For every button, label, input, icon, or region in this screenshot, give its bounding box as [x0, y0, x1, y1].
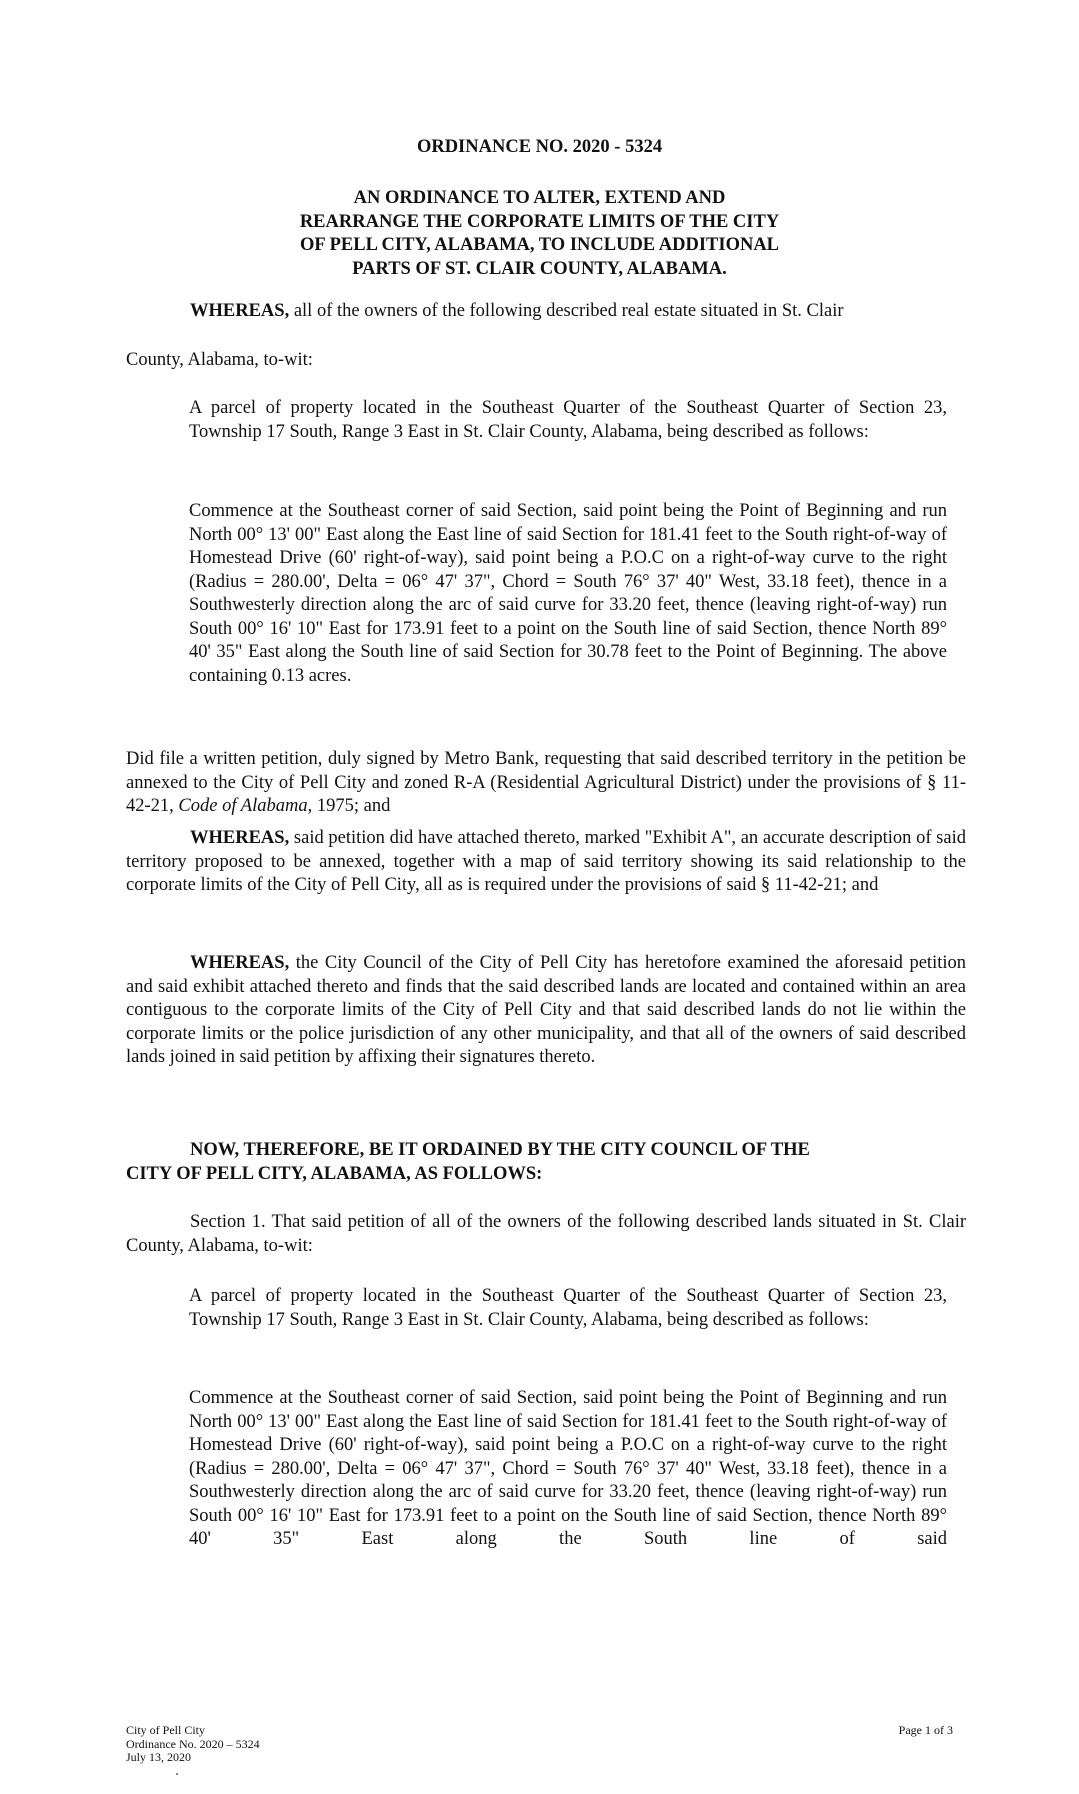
scan-speck [176, 1773, 178, 1775]
page-number: Page 1 of 3 [898, 1723, 953, 1737]
footer-date: July 13, 2020 [126, 1750, 192, 1764]
petition-paragraph [126, 748, 966, 819]
county-line: County, Alabama, to-wit: [126, 350, 313, 370]
parcel-description-2: A parcel of property located in the Southeast Quarter of the Southeast Quarter of Section 23, Township 17 South, Range 3 East in St. Clair County, Alabama, being described as follows: [189, 1286, 947, 1330]
subtitle-line: OF PELL CITY, ALABAMA, TO INCLUDE ADDITIONAL [299, 235, 780, 255]
whereas-label: WHEREAS, [190, 953, 290, 973]
parcel-description-1: A parcel of property located in the Southeast Quarter of the Southeast Quarter of Section 23, Township 17 South, Range 3 East in St. Clair County, Alabama, being described as follows: [189, 398, 947, 442]
subtitle-line: PARTS OF ST. CLAIR COUNTY, ALABAMA. [352, 258, 727, 279]
petition-text: Did file a written petition, duly signed by Metro Bank, requesting that said described territory in the petition be annexed to the City of Pell City and zoned R-A (Residential Agricultural District) under the provisions of § 11-42-21, [126, 749, 966, 816]
whereas-label: WHEREAS, [190, 828, 290, 848]
code-of-alabama: Code of Alabama [178, 796, 308, 816]
whereas-paragraph-2 [126, 827, 966, 898]
whereas-paragraph-1 [126, 300, 966, 324]
ordinance-subtitle [0, 187, 1079, 281]
whereas-text: the City Council of the City of Pell City has heretofore examined the aforesaid petition and said exhibit attached thereto and finds that the said described lands are located and contained within an area contiguous to the corporate limits of the City of Pell City and that said described lands do not lie within the corporate limits or the police jurisdiction of any other municipality, and that all of the owners of said described lands joined in said petition by affixing their signatures thereto. [126, 953, 966, 1067]
whereas-label: WHEREAS, [190, 301, 290, 321]
petition-text-end: , 1975; and [307, 796, 391, 816]
ordained-line-1: NOW, THEREFORE, BE IT ORDAINED BY THE CITY COUNCIL OF THE [190, 1140, 810, 1160]
ordained-heading [126, 1138, 966, 1186]
footer-city: City of Pell City [126, 1723, 206, 1737]
subtitle-line: AN ORDINANCE TO ALTER, EXTEND AND [353, 188, 726, 208]
whereas-text: all of the owners of the following described real estate situated in St. Clair [289, 301, 844, 321]
ordained-line-2: CITY OF PELL CITY, ALABAMA, AS FOLLOWS: [126, 1164, 543, 1184]
legal-description-2: Commence at the Southeast corner of said Section, said point being the Point of Beginning and run North 00° 13' 00" East along the East line of said Section for 181.41 feet to the South right-of-way of Homestead Drive (60' right-of-way), said point being a P.O.C on a right-of-way curve to the right (Radius = 280.00', Delta = 06° 47' 37", Chord = South 76° 37' 40" West, 33.18 feet), thence in a Southwesterly direction along the arc of said curve for 33.20 feet, thence (leaving right-of-way) run South 00° 16' 10" East for 173.91 feet to a point on the South line of said Section, thence North 89° 40' 35" East along the South line of said [189, 1388, 947, 1549]
subtitle-line: REARRANGE THE CORPORATE LIMITS OF THE CITY [299, 211, 780, 232]
ordinance-title: ORDINANCE NO. 2020 - 5324 [416, 137, 663, 157]
whereas-text: said petition did have attached thereto, marked "Exhibit A", an accurate description of said territory proposed to be annexed, together with a map of said territory showing its said relationship to the corporate limits of the City of Pell City, all as is required under the provisions of said § 11-42-21; and [126, 828, 966, 895]
whereas-paragraph-3 [126, 952, 966, 1070]
section-1-paragraph: Section 1. That said petition of all of the owners of the following described lands situated in St. Clair County, Alabama, to-wit: [126, 1212, 966, 1256]
footer-info [126, 1724, 260, 1765]
footer-ordinance: Ordinance No. 2020 – 5324 [126, 1736, 260, 1751]
legal-description-1: Commence at the Southeast corner of said Section, said point being the Point of Beginning and run North 00° 13' 00" East along the East line of said Section for 181.41 feet to the South right-of-way of Homestead Drive (60' right-of-way), said point being a P.O.C on a right-of-way curve to the right (Radius = 280.00', Delta = 06° 47' 37", Chord = South 76° 37' 40" West, 33.18 feet), thence in a Southwesterly direction along the arc of said curve for 33.20 feet, thence (leaving right-of-way) run South 00° 16' 10" East for 173.91 feet to a point on the South line of said Section, thence North 89° 40' 35" East along the South line of said Section for 30.78 feet to the Point of Beginning. The above containing 0.13 acres. [189, 501, 947, 686]
